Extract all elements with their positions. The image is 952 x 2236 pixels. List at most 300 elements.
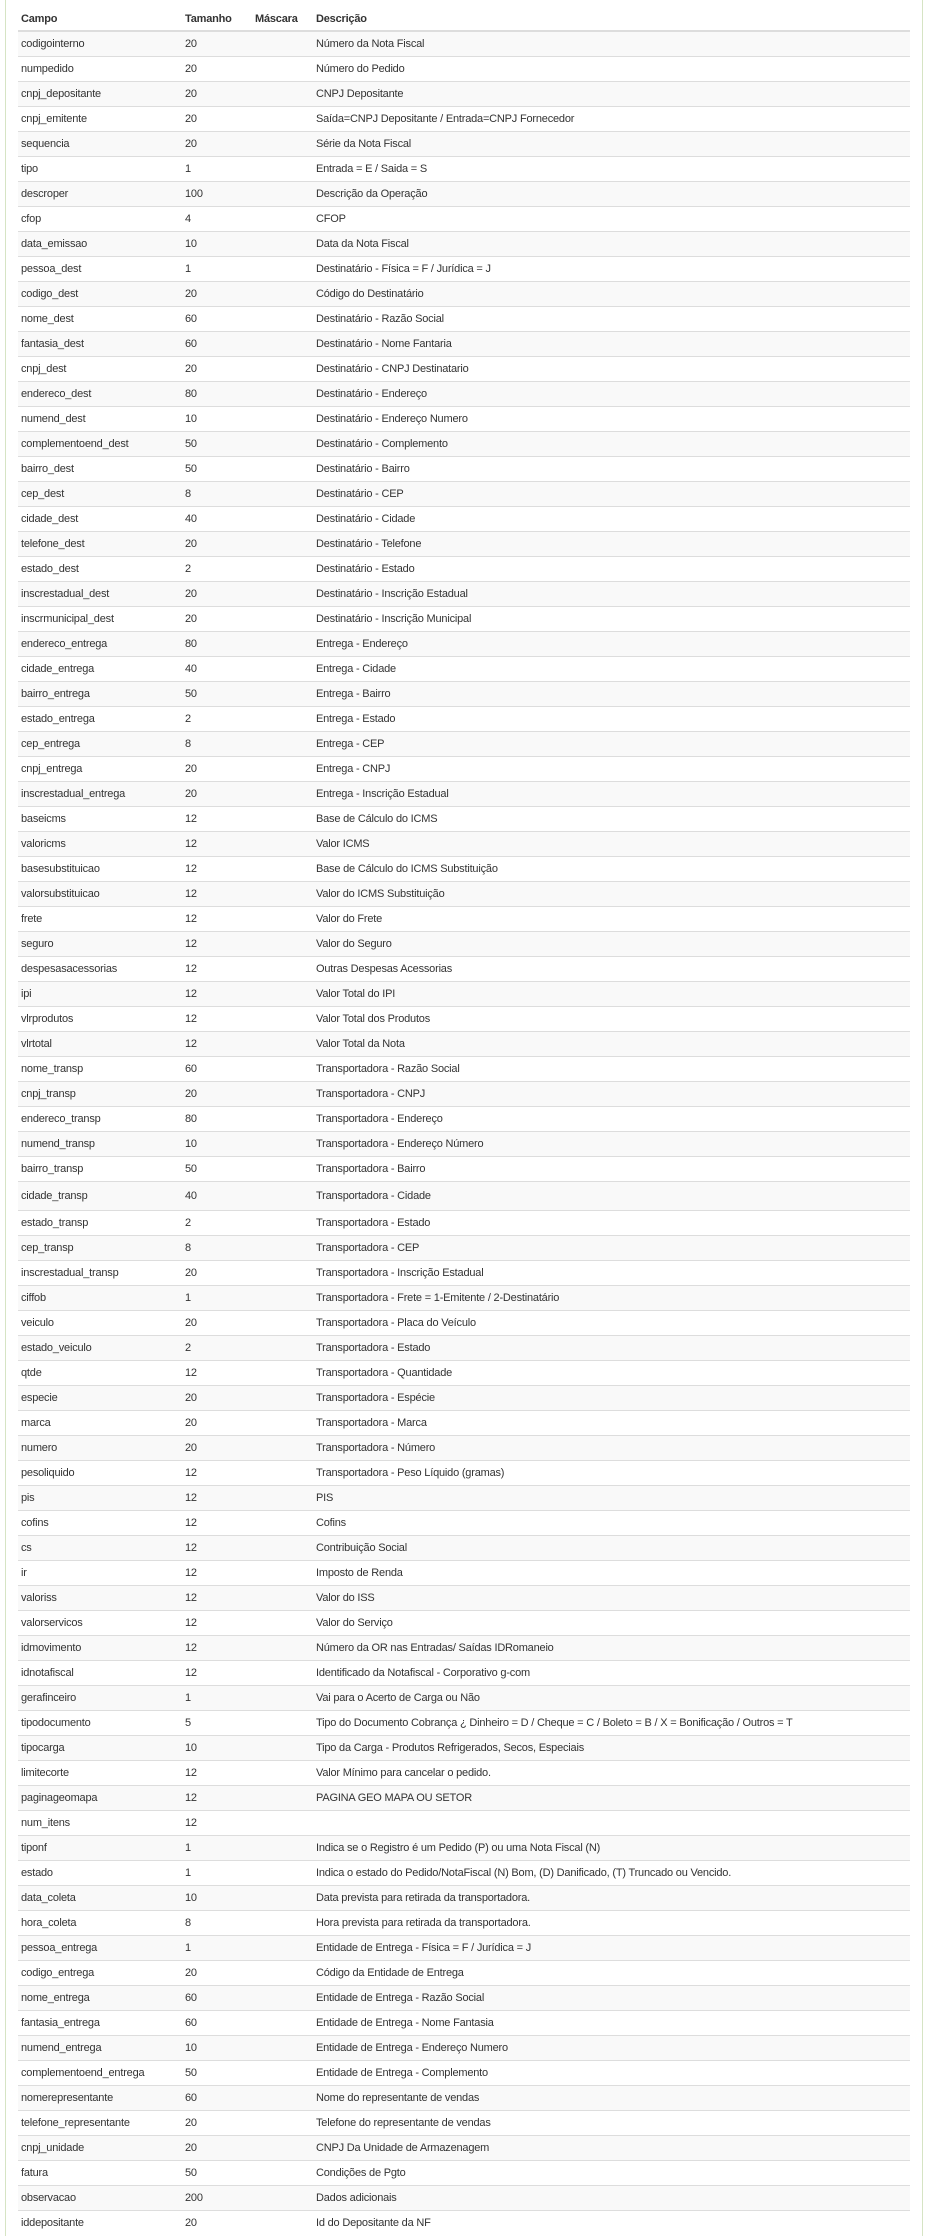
cell-mascara [252,432,313,457]
table-row [18,1082,910,1107]
cell-tamanho: 8 [182,482,252,507]
cell-campo: endereco_dest [18,382,182,407]
cell-tamanho: 20 [182,31,252,57]
cell-campo: endereco_entrega [18,632,182,657]
cell-tamanho: 200 [182,2186,252,2211]
cell-descricao: Entrada = E / Saida = S [313,157,910,182]
cell-campo: estado_transp [18,1211,182,1236]
cell-tamanho: 12 [182,807,252,832]
cell-descricao: Transportadora - Peso Líquido (gramas) [313,1461,910,1486]
cell-mascara [252,1611,313,1636]
cell-descricao: Entidade de Entrega - Razão Social [313,1986,910,2011]
cell-campo: ipi [18,982,182,1007]
cell-descricao: Base de Cálculo do ICMS [313,807,910,832]
cell-tamanho: 20 [182,757,252,782]
table-row [18,907,910,932]
cell-campo: numend_entrega [18,2036,182,2061]
cell-campo: frete [18,907,182,932]
table-row [18,1511,910,1536]
cell-campo: vlrtotal [18,1032,182,1057]
cell-campo: cnpj_emitente [18,107,182,132]
cell-campo: codigo_dest [18,282,182,307]
cell-campo: endereco_transp [18,1107,182,1132]
cell-campo: pessoa_dest [18,257,182,282]
cell-tamanho: 60 [182,332,252,357]
cell-tamanho: 20 [182,357,252,382]
table-row [18,1561,910,1586]
table-row [18,1986,910,2011]
cell-tamanho: 20 [182,1082,252,1107]
table-row [18,932,910,957]
cell-mascara [252,957,313,982]
table-row [18,282,910,307]
cell-descricao: Valor Mínimo para cancelar o pedido. [313,1761,910,1786]
cell-descricao: Transportadora - CNPJ [313,1082,910,1107]
cell-mascara [252,782,313,807]
cell-descricao: Transportadora - CEP [313,1236,910,1261]
table-row [18,607,910,632]
cell-tamanho: 1 [182,1936,252,1961]
table-row [18,432,910,457]
table-row [18,1811,910,1836]
cell-mascara [252,832,313,857]
cell-descricao: Indica se o Registro é um Pedido (P) ou uma Nota Fiscal (N) [313,1836,910,1861]
cell-tamanho: 50 [182,432,252,457]
cell-tamanho: 80 [182,632,252,657]
cell-tamanho: 12 [182,1761,252,1786]
cell-tamanho: 20 [182,607,252,632]
cell-campo: data_emissao [18,232,182,257]
cell-mascara [252,507,313,532]
cell-descricao: Destinatário - Estado [313,557,910,582]
cell-descricao: Transportadora - Estado [313,1336,910,1361]
cell-mascara [252,2186,313,2211]
cell-campo: valorservicos [18,1611,182,1636]
cell-mascara [252,1007,313,1032]
cell-descricao: Destinatário - Nome Fantaria [313,332,910,357]
cell-tamanho: 20 [182,1386,252,1411]
table-row [18,207,910,232]
cell-descricao: Valor do Serviço [313,1611,910,1636]
cell-descricao: Tipo da Carga - Produtos Refrigerados, Secos, Especiais [313,1736,910,1761]
cell-tamanho: 5 [182,1711,252,1736]
cell-tamanho: 20 [182,2136,252,2161]
cell-campo: baseicms [18,807,182,832]
cell-mascara [252,2161,313,2186]
cell-mascara [252,757,313,782]
cell-campo: estado_entrega [18,707,182,732]
cell-mascara [252,1107,313,1132]
cell-mascara [252,1511,313,1536]
cell-descricao: Indica o estado do Pedido/NotaFiscal (N) Bom, (D) Danificado, (T) Truncado ou Vencido. [313,1861,910,1886]
table-row [18,257,910,282]
cell-tamanho: 10 [182,407,252,432]
cell-tamanho: 8 [182,1236,252,1261]
header-row [18,8,910,31]
cell-descricao: Identificado da Notafiscal - Corporativo g-com [313,1661,910,1686]
cell-mascara [252,1911,313,1936]
cell-mascara [252,2136,313,2161]
cell-descricao: Transportadora - Estado [313,1211,910,1236]
cell-tamanho: 12 [182,982,252,1007]
cell-campo: despesasacessorias [18,957,182,982]
cell-descricao: PIS [313,1486,910,1511]
table-row [18,1961,910,1986]
cell-descricao: Destinatário - Bairro [313,457,910,482]
cell-descricao: Valor do ISS [313,1586,910,1611]
cell-descricao: Hora prevista para retirada da transportadora. [313,1911,910,1936]
cell-descricao: Valor Total da Nota [313,1032,910,1057]
cell-tamanho: 12 [182,957,252,982]
cell-tamanho: 20 [182,582,252,607]
cell-campo: basesubstituicao [18,857,182,882]
cell-tamanho: 12 [182,907,252,932]
cell-campo: complementoend_dest [18,432,182,457]
cell-descricao: Destinatário - Telefone [313,532,910,557]
cell-mascara [252,232,313,257]
cell-descricao: CNPJ Da Unidade de Armazenagem [313,2136,910,2161]
cell-descricao: Transportadora - Bairro [313,1157,910,1182]
cell-mascara [252,1586,313,1611]
cell-descricao: Entrega - Cidade [313,657,910,682]
cell-tamanho: 50 [182,2061,252,2086]
cell-descricao: Outras Despesas Acessorias [313,957,910,982]
cell-campo: seguro [18,932,182,957]
table-body [18,31,910,2235]
table-row [18,1861,910,1886]
cell-campo: valoriss [18,1586,182,1611]
cell-campo: inscrmunicipal_dest [18,607,182,632]
cell-tamanho: 20 [182,2111,252,2136]
cell-mascara [252,132,313,157]
cell-descricao: Transportadora - Quantidade [313,1361,910,1386]
cell-tamanho: 1 [182,257,252,282]
table-row [18,982,910,1007]
cell-tamanho: 20 [182,1436,252,1461]
cell-descricao: Dados adicionais [313,2186,910,2211]
cell-descricao: CNPJ Depositante [313,82,910,107]
cell-campo: cnpj_dest [18,357,182,382]
table-row [18,782,910,807]
cell-campo: cofins [18,1511,182,1536]
cell-mascara [252,1661,313,1686]
cell-mascara [252,1686,313,1711]
table-row [18,482,910,507]
table-row [18,882,910,907]
table-row [18,307,910,332]
header-campo: Campo [18,8,182,31]
cell-tamanho: 60 [182,1986,252,2011]
cell-descricao: Transportadora - Marca [313,1411,910,1436]
cell-campo: cfop [18,207,182,232]
cell-campo: hora_coleta [18,1911,182,1936]
cell-tamanho: 2 [182,1336,252,1361]
cell-descricao: PAGINA GEO MAPA OU SETOR [313,1786,910,1811]
cell-mascara [252,1536,313,1561]
cell-descricao: Entidade de Entrega - Física = F / Jurídica = J [313,1936,910,1961]
cell-campo: descroper [18,182,182,207]
cell-descricao: Destinatário - CNPJ Destinatario [313,357,910,382]
cell-campo: observacao [18,2186,182,2211]
table-row [18,1611,910,1636]
cell-tamanho: 4 [182,207,252,232]
table-row [18,1007,910,1032]
cell-tamanho: 12 [182,857,252,882]
cell-mascara [252,1032,313,1057]
cell-tamanho: 10 [182,232,252,257]
cell-campo: bairro_entrega [18,682,182,707]
cell-campo: tiponf [18,1836,182,1861]
cell-mascara [252,1286,313,1311]
cell-tamanho: 60 [182,1057,252,1082]
table-row [18,2086,910,2111]
cell-tamanho: 12 [182,1786,252,1811]
cell-mascara [252,1986,313,2011]
cell-mascara [252,932,313,957]
table-row [18,582,910,607]
cell-mascara [252,707,313,732]
cell-mascara [252,482,313,507]
cell-descricao: Descrição da Operação [313,182,910,207]
table-row [18,82,910,107]
header-mascara: Máscara [252,8,313,31]
cell-campo: telefone_dest [18,532,182,557]
cell-mascara [252,607,313,632]
table-row [18,332,910,357]
table-row [18,1132,910,1157]
cell-descricao: Transportadora - Cidade [313,1182,910,1211]
table-row [18,1886,910,1911]
cell-campo: cep_dest [18,482,182,507]
cell-campo: fantasia_entrega [18,2011,182,2036]
cell-tamanho: 20 [182,57,252,82]
cell-descricao: Transportadora - Placa do Veículo [313,1311,910,1336]
cell-campo: codigointerno [18,31,182,57]
cell-mascara [252,82,313,107]
cell-mascara [252,2036,313,2061]
cell-campo: complementoend_entrega [18,2061,182,2086]
table-row [18,57,910,82]
cell-descricao: Nome do representante de vendas [313,2086,910,2111]
cell-tamanho: 20 [182,2211,252,2236]
cell-tamanho: 12 [182,1486,252,1511]
table-row [18,857,910,882]
cell-campo: inscrestadual_entrega [18,782,182,807]
cell-campo: numero [18,1436,182,1461]
table-row [18,1107,910,1132]
cell-campo: pesoliquido [18,1461,182,1486]
cell-campo: idmovimento [18,1636,182,1661]
cell-campo: valorsubstituicao [18,882,182,907]
cell-descricao: Destinatário - Inscrição Municipal [313,607,910,632]
cell-descricao: Valor Total do IPI [313,982,910,1007]
cell-campo: cs [18,1536,182,1561]
cell-mascara [252,1411,313,1436]
cell-mascara [252,31,313,57]
cell-campo: marca [18,1411,182,1436]
cell-mascara [252,1336,313,1361]
cell-descricao: Entrega - CEP [313,732,910,757]
cell-descricao: Destinatário - Cidade [313,507,910,532]
table-row [18,2111,910,2136]
cell-mascara [252,557,313,582]
cell-campo: cnpj_entrega [18,757,182,782]
table-row [18,732,910,757]
cell-tamanho: 1 [182,1686,252,1711]
cell-campo: iddepositante [18,2211,182,2236]
table-row [18,757,910,782]
cell-campo: pessoa_entrega [18,1936,182,1961]
cell-tamanho: 20 [182,107,252,132]
cell-descricao: Entrega - Inscrição Estadual [313,782,910,807]
table-row [18,2136,910,2161]
cell-campo: num_itens [18,1811,182,1836]
cell-descricao: Série da Nota Fiscal [313,132,910,157]
cell-mascara [252,1361,313,1386]
cell-descricao: Destinatário - CEP [313,482,910,507]
table-row [18,1182,910,1211]
cell-descricao: Transportadora - Frete = 1-Emitente / 2-Destinatário [313,1286,910,1311]
cell-tamanho: 40 [182,1182,252,1211]
table-row [18,1286,910,1311]
table-row [18,1586,910,1611]
cell-mascara [252,907,313,932]
cell-campo: nome_entrega [18,1986,182,2011]
cell-tamanho: 1 [182,157,252,182]
cell-descricao: Destinatário - Endereço [313,382,910,407]
cell-mascara [252,632,313,657]
cell-tamanho: 20 [182,532,252,557]
cell-tamanho: 8 [182,732,252,757]
cell-campo: cnpj_unidade [18,2136,182,2161]
table-row [18,632,910,657]
cell-campo: cep_entrega [18,732,182,757]
cell-tamanho: 20 [182,782,252,807]
table-row [18,1311,910,1336]
cell-mascara [252,357,313,382]
cell-mascara [252,1461,313,1486]
cell-tamanho: 12 [182,1636,252,1661]
cell-mascara [252,1836,313,1861]
cell-mascara [252,1132,313,1157]
table-row [18,232,910,257]
cell-descricao: Transportadora - Razão Social [313,1057,910,1082]
cell-tamanho: 12 [182,1611,252,1636]
cell-descricao: Valor do Frete [313,907,910,932]
cell-tamanho: 2 [182,707,252,732]
table-row [18,407,910,432]
cell-tamanho: 10 [182,1736,252,1761]
cell-tamanho: 12 [182,1007,252,1032]
table-row [18,532,910,557]
cell-campo: paginageomapa [18,1786,182,1811]
cell-mascara [252,807,313,832]
cell-descricao: Data da Nota Fiscal [313,232,910,257]
cell-mascara [252,1236,313,1261]
cell-mascara [252,1736,313,1761]
cell-mascara [252,282,313,307]
cell-campo: qtde [18,1361,182,1386]
cell-descricao: Valor do ICMS Substituição [313,882,910,907]
cell-descricao: Destinatário - Endereço Numero [313,407,910,432]
cell-tamanho: 20 [182,282,252,307]
table-row [18,1786,910,1811]
cell-descricao: Valor do Seguro [313,932,910,957]
table-row [18,1236,910,1261]
table-row [18,1411,910,1436]
table-row [18,1261,910,1286]
cell-campo: cidade_transp [18,1182,182,1211]
table-row [18,182,910,207]
table-row [18,1032,910,1057]
cell-tamanho: 60 [182,2011,252,2036]
cell-campo: cnpj_transp [18,1082,182,1107]
cell-mascara [252,382,313,407]
cell-descricao: Código do Destinatário [313,282,910,307]
table-row [18,1761,910,1786]
cell-descricao: Número do Pedido [313,57,910,82]
cell-mascara [252,732,313,757]
cell-tamanho: 8 [182,1911,252,1936]
cell-mascara [252,1311,313,1336]
cell-mascara [252,1961,313,1986]
cell-tamanho: 12 [182,1361,252,1386]
cell-mascara [252,882,313,907]
cell-tamanho: 40 [182,657,252,682]
cell-campo: gerafinceiro [18,1686,182,1711]
cell-campo: tipo [18,157,182,182]
table-row [18,1336,910,1361]
cell-mascara [252,1786,313,1811]
cell-campo: nome_transp [18,1057,182,1082]
cell-mascara [252,2111,313,2136]
cell-descricao: Destinatário - Razão Social [313,307,910,332]
cell-mascara [252,657,313,682]
cell-descricao: Imposto de Renda [313,1561,910,1586]
table-row [18,1536,910,1561]
cell-tamanho: 12 [182,1511,252,1536]
cell-mascara [252,332,313,357]
cell-tamanho: 12 [182,1561,252,1586]
fields-table [18,8,910,2235]
table-row [18,2011,910,2036]
cell-tamanho: 100 [182,182,252,207]
cell-descricao: Entidade de Entrega - Nome Fantasia [313,2011,910,2036]
table-row [18,132,910,157]
cell-tamanho: 1 [182,1286,252,1311]
cell-tamanho: 40 [182,507,252,532]
cell-mascara [252,2011,313,2036]
header-descricao: Descrição [313,8,910,31]
table-row [18,2061,910,2086]
cell-descricao: Entrega - CNPJ [313,757,910,782]
cell-descricao: Destinatário - Complemento [313,432,910,457]
cell-campo: limitecorte [18,1761,182,1786]
cell-campo: cidade_dest [18,507,182,532]
table-row [18,1661,910,1686]
cell-tamanho: 80 [182,1107,252,1132]
table-row [18,1911,910,1936]
table-row [18,1436,910,1461]
cell-campo: tipocarga [18,1736,182,1761]
cell-tamanho: 12 [182,882,252,907]
cell-descricao: Id do Depositante da NF [313,2211,910,2236]
cell-descricao: Número da Nota Fiscal [313,31,910,57]
cell-campo: estado_veiculo [18,1336,182,1361]
cell-tamanho: 10 [182,1132,252,1157]
table-row [18,1486,910,1511]
cell-campo: nomerepresentante [18,2086,182,2111]
